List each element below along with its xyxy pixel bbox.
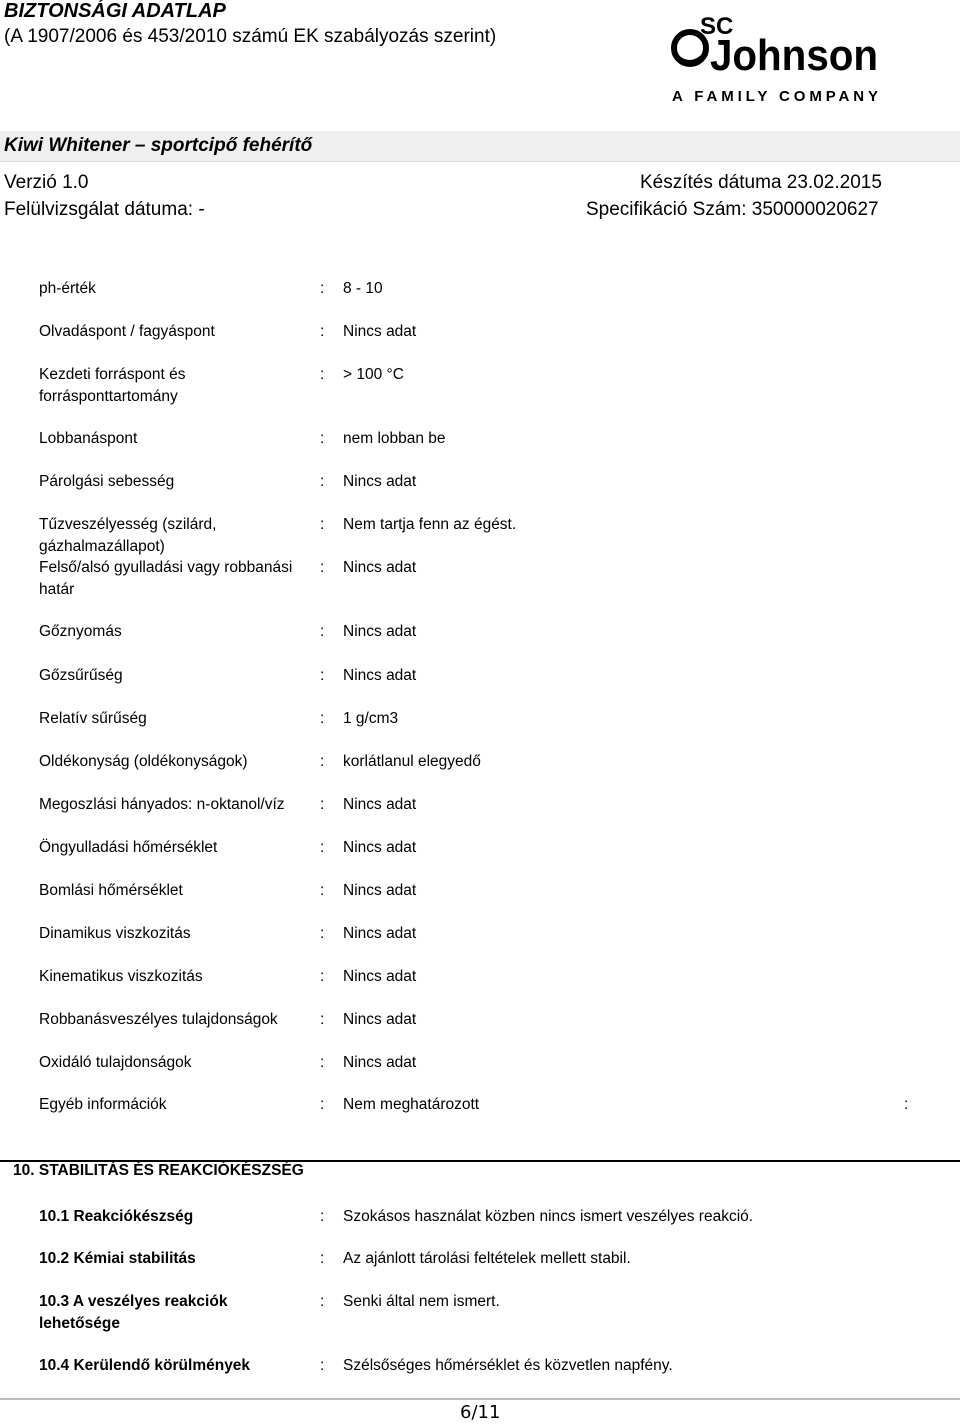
property-value: Nincs adat — [343, 473, 417, 490]
property-value: Nincs adat — [343, 623, 417, 640]
property-label: Kinematikus viszkozitás — [39, 968, 203, 985]
property-value: nem lobban be — [343, 430, 446, 447]
property-separator: : — [320, 710, 325, 727]
section-row-label: 10.3 A veszélyes reakciók lehetősége — [39, 1293, 228, 1332]
property-label: Párolgási sebesség — [39, 473, 175, 490]
property-value: Nincs adat — [343, 796, 417, 813]
section-row-separator: : — [320, 1250, 325, 1267]
property-label: Egyéb információk — [39, 1096, 167, 1113]
section-row-separator: : — [320, 1208, 325, 1225]
section-title: 10. STABILITÁS ÉS REAKCIÓKÉSZSÉG — [13, 1162, 304, 1179]
section-row-separator: : — [320, 1293, 325, 1310]
version: Verzió 1.0 — [4, 172, 89, 193]
property-value: Nincs adat — [343, 882, 417, 899]
property-label: ph-érték — [39, 280, 96, 297]
property-separator: : — [320, 1054, 325, 1071]
section-row-label: 10.1 Reakciókészség — [39, 1208, 194, 1225]
product-name: Kiwi Whitener – sportcipő fehérítő — [4, 135, 313, 156]
property-label: Oxidáló tulajdonságok — [39, 1054, 192, 1071]
property-separator: : — [320, 753, 325, 770]
prepared-date: Készítés dátuma 23.02.2015 — [640, 172, 882, 193]
property-separator: : — [320, 667, 325, 684]
property-trailing-separator: : — [904, 1096, 909, 1113]
property-label: Dinamikus viszkozitás — [39, 925, 191, 942]
document-title: BIZTONSÁGI ADATLAP — [4, 0, 226, 22]
property-label: Oldékonyság (oldékonyságok) — [39, 753, 248, 770]
page-number: 6/11 — [460, 1402, 501, 1423]
property-label: Gőzsűrűség — [39, 667, 123, 684]
property-separator: : — [320, 1096, 325, 1113]
property-value: Nincs adat — [343, 968, 417, 985]
logo-tagline: A FAMILY COMPANY — [672, 88, 878, 105]
logo-sc: SC — [700, 13, 734, 40]
property-label: Tűzveszélyesség (szilárd, gázhalmazállapot) — [39, 516, 217, 555]
property-value: Nincs adat — [343, 925, 417, 942]
property-value: Nincs adat — [343, 323, 417, 340]
section-row-value: Szélsőséges hőmérséklet és közvetlen napfény. — [343, 1357, 673, 1374]
property-label: Lobbanáspont — [39, 430, 138, 447]
property-value: 1 g/cm3 — [343, 710, 399, 727]
property-value: Nincs adat — [343, 559, 417, 576]
property-label: Kezdeti forráspont és forrásponttartomány — [39, 366, 186, 405]
property-label: Megoszlási hányados: n-oktanol/víz — [39, 796, 285, 813]
property-value: Nem meghatározott — [343, 1096, 480, 1113]
property-label: Bomlási hőmérséklet — [39, 882, 183, 899]
property-separator: : — [320, 796, 325, 813]
property-separator: : — [320, 366, 325, 383]
property-separator: : — [320, 559, 325, 576]
property-separator: : — [320, 925, 325, 942]
property-separator: : — [320, 323, 325, 340]
property-label: Felső/alsó gyulladási vagy robbanási határ — [39, 559, 293, 598]
section-row-label: 10.2 Kémiai stabilitás — [39, 1250, 196, 1267]
revision-date: Felülvizsgálat dátuma: - — [4, 199, 205, 220]
document-subtitle: (A 1907/2006 és 453/2010 számú EK szabályozás szerint) — [4, 26, 497, 47]
property-value: korlátlanul elegyedő — [343, 753, 481, 770]
property-separator: : — [320, 516, 325, 533]
property-value: Nincs adat — [343, 1054, 417, 1071]
sc-johnson-logo — [668, 8, 882, 116]
property-value: Nem tartja fenn az égést. — [343, 516, 517, 533]
section-row-value: Szokásos használat közben nincs ismert veszélyes reakció. — [343, 1208, 754, 1225]
property-label: Olvadáspont / fagyáspont — [39, 323, 215, 340]
property-value: Nincs adat — [343, 667, 417, 684]
footer-divider — [0, 1398, 960, 1400]
property-value: 8 - 10 — [343, 280, 383, 297]
property-value: Nincs adat — [343, 1011, 417, 1028]
property-separator: : — [320, 623, 325, 640]
section-row-value: Senki által nem ismert. — [343, 1293, 500, 1310]
property-separator: : — [320, 280, 325, 297]
property-value: Nincs adat — [343, 839, 417, 856]
property-separator: : — [320, 882, 325, 899]
property-separator: : — [320, 430, 325, 447]
logo-brand: Johnson — [710, 31, 878, 80]
spec-number: Specifikáció Szám: 350000020627 — [586, 199, 879, 220]
property-separator: : — [320, 473, 325, 490]
section-row-value: Az ajánlott tárolási feltételek mellett stabil. — [343, 1250, 631, 1267]
property-separator: : — [320, 1011, 325, 1028]
property-label: Öngyulladási hőmérséklet — [39, 839, 218, 856]
property-separator: : — [320, 839, 325, 856]
property-separator: : — [320, 968, 325, 985]
property-label: Robbanásveszélyes tulajdonságok — [39, 1011, 278, 1028]
property-value: > 100 °C — [343, 366, 404, 383]
property-label: Gőznyomás — [39, 623, 122, 640]
property-label: Relatív sűrűség — [39, 710, 147, 727]
section-row-separator: : — [320, 1357, 325, 1374]
section-row-label: 10.4 Kerülendő körülmények — [39, 1357, 251, 1374]
